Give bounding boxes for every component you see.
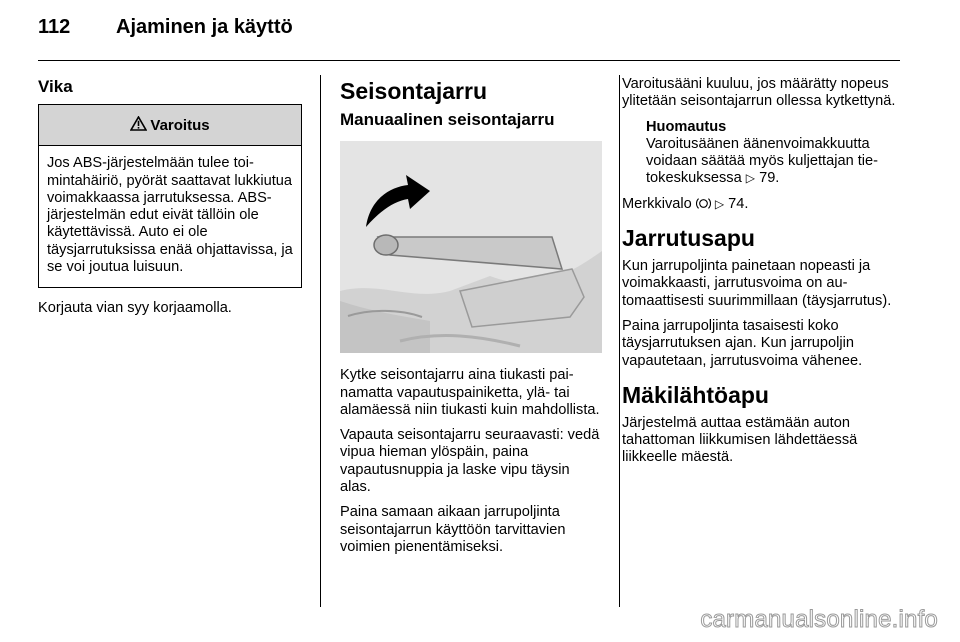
paragraph-warning-chime: Varoitusääni kuuluu, jos määrätty nopeus ylitetään seisontajarrun ollessa kytkettynä.: [622, 76, 896, 110]
indicator-lamp-text: Merkkivalo: [622, 195, 692, 212]
warning-text: Jos ABS-järjestelmään tulee toimintahäiriö, pyörät saattavat lukkiutua voimakkaassa jarrutuksessa. ABS-järjestelmän edut eivät tällöin ole käytettävissä. Auto ei ole täysjarrutuksissa enää ohjattavissa, ja se voi joutua luisuun.: [47, 155, 293, 276]
warning-title: Varoitus: [150, 116, 210, 134]
column-middle: [340, 76, 602, 564]
watermark: carmanualsonline.info: [700, 606, 938, 633]
paragraph-indicator-lamp: [622, 196, 904, 213]
paragraph-apply-brake: Kytke seisontajarru aina tiukasti painamatta vapautuspainiketta, ylä- tai alamäessä niin tiukasti kuin mahdollista.: [340, 367, 600, 418]
column-left: [38, 76, 304, 326]
note-body: [646, 136, 904, 188]
paragraph-reduce-force: Paina samaan aikaan jarrupoljinta seisontajarrun käyttöön tarvittavien voimien pienentämiseksi.: [340, 504, 566, 555]
page-reference-triangle-icon: ▷: [745, 171, 756, 186]
note-text: Varoitusäänen äänenvoimakkuutta voidaan säätää myös kuljettajan tietokeskuksessa: [646, 135, 879, 187]
section-heading-vika: Vika: [38, 77, 73, 96]
page-header: [38, 16, 293, 39]
parking-brake-illustration: [340, 141, 602, 353]
section-heading-hill-start-assist: Mäkilähtöapu: [622, 381, 769, 408]
column-right: [622, 76, 904, 475]
section-heading-parking-brake: Seisontajarru: [340, 78, 487, 104]
warning-triangle-icon: [130, 116, 147, 135]
brake-warning-lamp-icon: [696, 196, 711, 212]
indicator-page-ref: 74.: [728, 195, 749, 212]
header-rule: [38, 60, 900, 61]
note-box: [646, 119, 904, 188]
paragraph-hill-start-assist: Järjestelmä auttaa estämään auton tahattoman liikkumisen lähdettäessä liikkeelle mäestä.: [622, 414, 858, 466]
warning-header: [39, 105, 301, 146]
note-page-ref: 79.: [759, 170, 780, 187]
column-divider-1: [320, 75, 321, 607]
paragraph-brake-assist-1: Kun jarrupoljinta painetaan nopeasti ja voimakkaasti, jarrutusvoima on automaattisesti suurimmillaan (täysjarrutus).: [622, 258, 892, 309]
section-heading-brake-assist: Jarrutusapu: [622, 225, 755, 252]
paragraph-repair: Korjauta vian syy korjaamolla.: [38, 300, 232, 317]
chapter-title: Ajaminen ja käyttö: [116, 16, 293, 38]
page-reference-triangle-icon: ▷: [714, 196, 725, 211]
subheading-manual-parking-brake: Manuaalinen seisontajarru: [340, 110, 555, 129]
paragraph-release-brake: Vapauta seisontajarru seuraavasti: vedä vipua hieman ylöspäin, paina vapautusnuppia ja laske vipu täysin alas.: [340, 427, 600, 496]
paragraph-brake-assist-2: Paina jarrupoljinta tasaisesti koko täysjarrutuksen ajan. Kun jarrupoljin vapautetaan, jarrutusvoima vähenee.: [622, 317, 863, 369]
note-title: Huomautus: [646, 118, 727, 135]
column-divider-2: [619, 75, 620, 607]
warning-box: [38, 104, 302, 288]
page-number: 112: [38, 16, 71, 38]
